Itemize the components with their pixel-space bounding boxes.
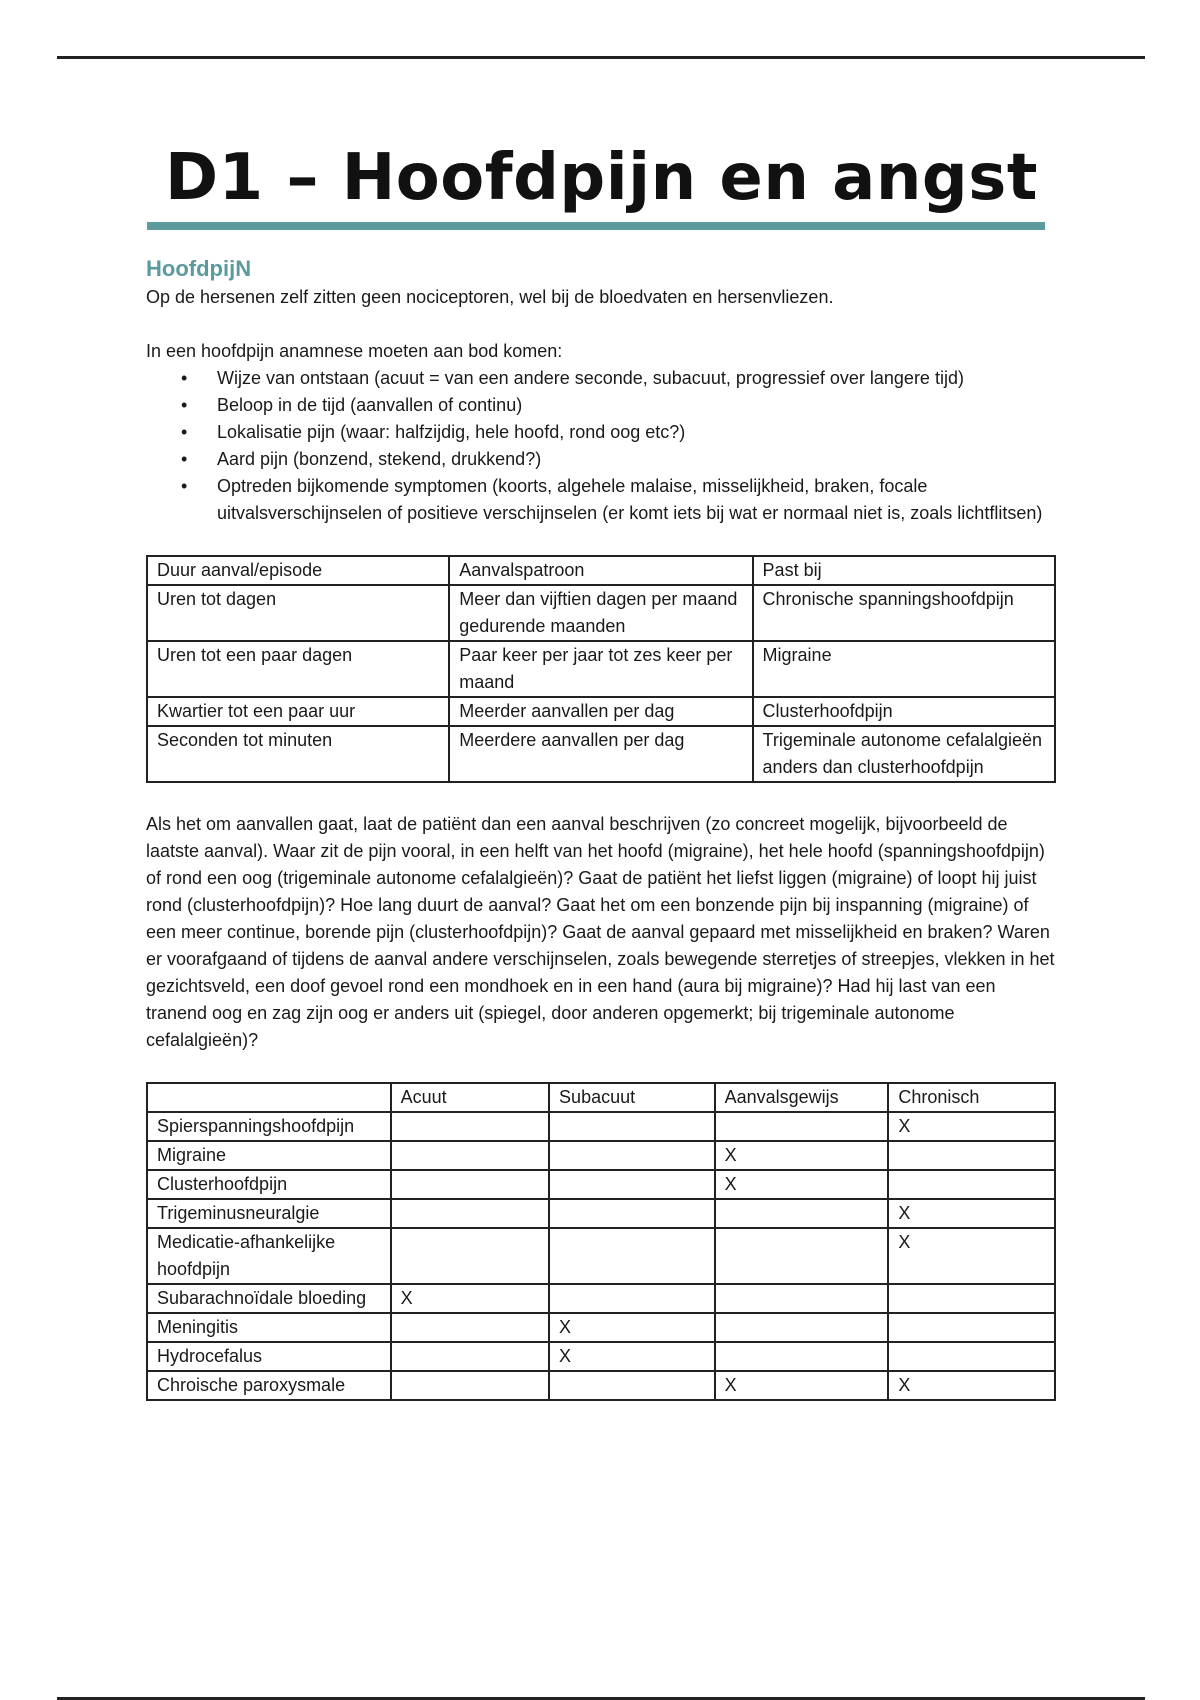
table-cell [888,1342,1055,1371]
table-header [147,1083,391,1112]
title-block [147,140,1045,230]
table-cell: X [715,1141,889,1170]
table-cell: Paar keer per jaar tot zes keer per maand [449,641,752,697]
table-cell [715,1284,889,1313]
table-row [147,1199,1055,1228]
table-cell: Medicatie-afhankelijke hoofdpijn [147,1228,391,1284]
table-cell [888,1141,1055,1170]
table-cell: X [549,1313,715,1342]
table-cell: X [888,1371,1055,1400]
table-cell: Clusterhoofdpijn [753,697,1055,726]
table-cell: Spierspanningshoofdpijn [147,1112,391,1141]
table-cell: Hydrocefalus [147,1342,391,1371]
table-cell: X [888,1199,1055,1228]
table-cell [391,1170,549,1199]
table-cell [715,1228,889,1284]
table-cell: Seconden tot minuten [147,726,449,782]
table-cell: Trigeminale autonome cefalalgieën anders dan clusterhoofdpijn [753,726,1055,782]
table-cell [715,1112,889,1141]
table-cell: X [888,1112,1055,1141]
table-cell: Meerder aanvallen per dag [449,697,752,726]
table-cell [888,1284,1055,1313]
table-cell [549,1371,715,1400]
table-cell [391,1199,549,1228]
table-cell: Uren tot een paar dagen [147,641,449,697]
table-cell [391,1112,549,1141]
attack-description-paragraph: Als het om aanvallen gaat, laat de patiënt dan een aanval beschrijven (zo concreet mogelijk, bijvoorbeeld de laatste aanval). Waar zit de pijn vooral, in een helft van het hoofd (migraine), het hele hoofd (spanningshoofdpijn) of rond een oog (trigeminale autonome cefalalgieën)? Gaat de patiënt het liefst liggen (migraine) of loopt hij juist rond (clusterhoofdpijn)? Hoe lang duurt de aanval? Gaat het om een bonzende pijn bij inspanning (migraine) of een meer continue, borende pijn (clusterhoofdpijn)? Gaat de aanval gepaard met misselijkheid en braken? Waren er voorafgaand of tijdens de aanval andere verschijnselen, zoals bewegende sterretjes of streepjes, vlekken in het gezichtsveld, een doof gevoel rond een mondhoek en in een hand (aura bij migraine)? Had hij last van een tranend oog en zag zijn oog er anders uit (spiegel, door anderen opgemerkt; bij trigeminale autonome cefalalgieën)? [146,814,1055,1050]
table-row [147,641,1055,697]
table-cell [715,1313,889,1342]
table-header-row [147,1083,1055,1112]
table-row [147,1313,1055,1342]
table-cell: Clusterhoofdpijn [147,1170,391,1199]
table-row [147,697,1055,726]
table-cell: X [715,1170,889,1199]
list-item: • Lokalisatie pijn (waar: halfzijdig, hele hoofd, rond oog etc?) [146,419,1056,446]
table-header-row [147,556,1055,585]
header-rule [57,56,1145,59]
list-item: • Optreden bijkomende symptomen (koorts, algehele malaise, misselijkheid, braken, focale uitvalsverschijnselen of positieve verschijnselen (er komt iets bij wat er normaal niet is, zoals lichtflitsen) [146,473,1056,527]
table-cell [715,1199,889,1228]
table-row [147,1112,1055,1141]
anamnese-intro: In een hoofdpijn anamnese moeten aan bod komen: [146,341,563,361]
section-heading: HoofdpijN [146,256,252,281]
table-header: Duur aanval/episode [147,556,449,585]
list-item: • Aard pijn (bonzend, stekend, drukkend?) [146,446,1056,473]
table-cell [888,1313,1055,1342]
page-title: D1 – Hoofdpijn en angst [165,141,1038,215]
table-cell: Subarachnoïdale bloeding [147,1284,391,1313]
document-body [146,254,1056,1401]
table-row [147,1284,1055,1313]
table-row [147,1170,1055,1199]
table-cell [549,1170,715,1199]
table-row [147,585,1055,641]
table-header: Subacuut [549,1083,715,1112]
table-cell [391,1342,549,1371]
table-row [147,1371,1055,1400]
table-cell [391,1313,549,1342]
table-cell: Meningitis [147,1313,391,1342]
table-cell: Chronische spanningshoofdpijn [753,585,1055,641]
table-header: Aanvalspatroon [449,556,752,585]
table-header: Aanvalsgewijs [715,1083,889,1112]
list-item: • Wijze van ontstaan (acuut = van een andere seconde, subacuut, progressief over langere tijd) [146,365,1056,392]
table-cell: X [549,1342,715,1371]
list-item: • Beloop in de tijd (aanvallen of continu) [146,392,1056,419]
table-header: Acuut [391,1083,549,1112]
table-cell: X [715,1371,889,1400]
table-cell [391,1371,549,1400]
table-row [147,1141,1055,1170]
spacer [146,311,1056,338]
table-cell [549,1199,715,1228]
table-cell [715,1342,889,1371]
table-cell: Chroische paroxysmale [147,1371,391,1400]
title-underline [147,222,1045,230]
table-cell: X [888,1228,1055,1284]
table-cell: Migraine [753,641,1055,697]
table-cell [549,1112,715,1141]
duration-table [146,555,1056,783]
table-header: Past bij [753,556,1055,585]
table-header: Chronisch [888,1083,1055,1112]
table-row [147,726,1055,782]
table-cell [391,1228,549,1284]
table-row [147,1342,1055,1371]
anamnese-list [146,365,1056,527]
table-cell: Meerdere aanvallen per dag [449,726,752,782]
table-cell: Migraine [147,1141,391,1170]
table-cell [391,1141,549,1170]
table-cell: Trigeminusneuralgie [147,1199,391,1228]
table-cell [549,1284,715,1313]
table-cell: Kwartier tot een paar uur [147,697,449,726]
table-cell [549,1228,715,1284]
table-cell [888,1170,1055,1199]
table-cell [549,1141,715,1170]
onset-table [146,1082,1056,1401]
table-cell: X [391,1284,549,1313]
table-cell: Meer dan vijftien dagen per maand gedurende maanden [449,585,752,641]
table-cell: Uren tot dagen [147,585,449,641]
table-row [147,1228,1055,1284]
intro-text: Op de hersenen zelf zitten geen nociceptoren, wel bij de bloedvaten en hersenvliezen. [146,287,834,307]
